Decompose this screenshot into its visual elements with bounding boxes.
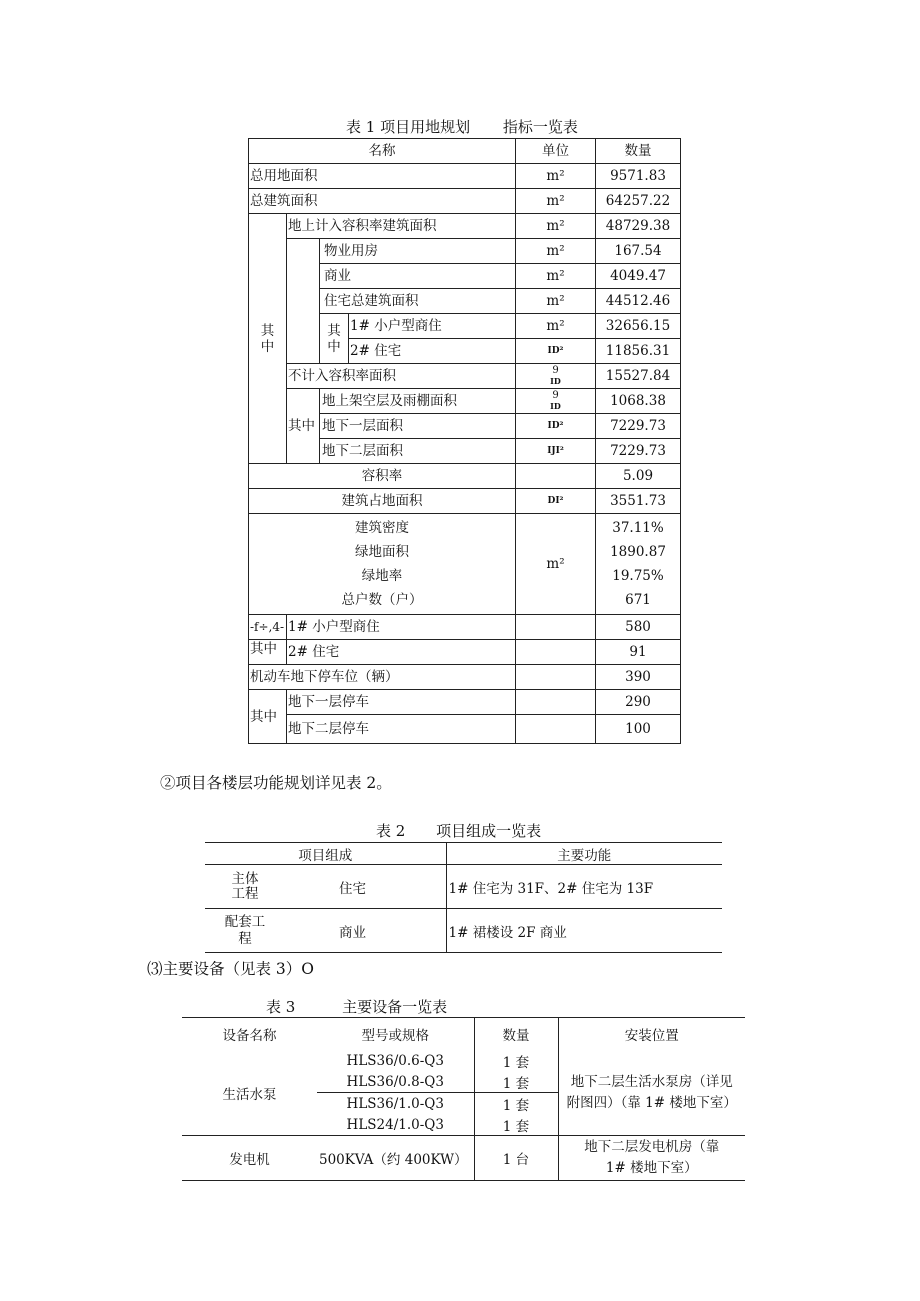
unit-part: 9 [552,390,559,401]
row-unit: m² [516,264,596,289]
row-name: 地下二层停车 [287,715,516,744]
row-qty: 100 [596,715,681,744]
row-name: 2# 住宅 [349,339,516,364]
row-unit [516,640,596,665]
unit-part: 9 [552,365,559,376]
row-name: 地上计入容积率建筑面积 [287,214,516,239]
header-composition: 项目组成 [205,843,446,865]
row-qty: 37.11% [612,520,664,536]
table-row [249,139,681,164]
row-name: 地下二层面积 [320,439,516,464]
group-char: 其 [327,322,341,339]
row-qty: 19.75% [612,568,664,584]
row-qty: 7229.73 [596,439,681,464]
header-unit: 单位 [516,139,596,164]
row-name: 总户数（户） [341,592,423,608]
row-unit: ID² [516,339,596,364]
row-unit: m² [516,239,596,264]
row-name: 总用地面积 [249,164,516,189]
qty-cell: 1 台 [474,1136,558,1181]
location-line: 地下二层发电机房（靠 [584,1139,720,1155]
table3-caption-part-b: 主要设备一览表 [342,998,448,1016]
category-text: 配套工 [224,913,266,930]
category-text: 主体 [231,870,259,887]
group-label-households-b: 其中 [249,640,287,665]
row-unit [516,464,596,489]
row-unit: IJI² [516,439,596,464]
table-row [182,1050,745,1071]
table-row [249,189,681,214]
location-cell [558,1050,745,1136]
table-row [249,489,681,514]
row-unit: DI² [516,489,596,514]
table-row [182,1136,745,1181]
table-row [249,615,681,640]
row-qty: 290 [596,690,681,715]
row-name: 地上架空层及雨棚面积 [320,389,516,414]
row-unit: m² [516,164,596,189]
row-name: 商业 [320,264,516,289]
table-row [249,239,681,264]
table-row [249,389,681,414]
table-row [249,514,681,615]
location-cell [558,1136,745,1181]
row-qty: 9571.83 [596,164,681,189]
table1-caption-part-b: 指标一览表 [502,118,578,136]
row-name: 绿地面积 [355,544,409,560]
row-name: 地下一层停车 [287,690,516,715]
paragraph-table2-ref: ②项目各楼层功能规划详见表 2。 [160,774,392,792]
equipment-name: 发电机 [182,1136,317,1181]
row-name: 1# 小户型商住 [287,615,516,640]
row-qty: 4049.47 [596,264,681,289]
table-row [205,843,722,865]
row-name: 物业用房 [320,239,516,264]
row-unit: m² [516,189,596,214]
function-cell: 1# 裙楼设 2F 商业 [446,909,722,953]
table-row [249,164,681,189]
header-model: 型号或规格 [317,1018,474,1051]
row-unit [516,715,596,744]
item-cell: 商业 [285,909,446,953]
table3-caption-part-a: 表 3 [266,998,296,1016]
table-row [249,715,681,744]
group-label-main [249,214,287,464]
row-qty: 1068.38 [596,389,681,414]
unit-part: ID [550,376,561,386]
main-equipment-table [182,1017,745,1181]
row-name: 容积率 [249,464,516,489]
location-line: 地下二层生活水泵房（详见 [570,1073,733,1090]
table-row [205,909,722,953]
location-line: 附图四）（靠 1# 楼地下室） [566,1094,737,1111]
row-qty: 671 [625,592,651,608]
category-text: 工程 [231,885,259,902]
merged-metrics-names [249,514,516,615]
category-text: 程 [238,930,252,947]
row-name: 不计入容积率面积 [287,364,516,389]
row-qty: 7229.73 [596,414,681,439]
row-name: 建筑占地面积 [249,489,516,514]
equipment-name: 生活水泵 [222,1086,277,1103]
row-unit [516,615,596,640]
qty-cell: 1 套 [474,1093,558,1115]
table-row [249,364,681,389]
row-qty: 32656.15 [596,314,681,339]
row-name: 1# 小户型商住 [349,314,516,339]
category-cell [205,909,285,953]
row-name: 住宅总建筑面积 [320,289,516,314]
table2-caption [376,820,541,841]
model-cell: 500KVA（约 400KW） [317,1136,474,1181]
row-name: 建筑密度 [355,520,409,536]
model-cell: HLS24/1.0-Q3 [317,1114,474,1136]
category-cell [205,865,285,909]
row-unit [516,364,596,389]
row-qty: 48729.38 [596,214,681,239]
row-qty: 15527.84 [596,364,681,389]
item-cell: 住宅 [285,865,446,909]
qty-cell: 1 套 [474,1114,558,1136]
model-cell: HLS36/1.0-Q3 [317,1093,474,1115]
header-qty: 数量 [596,139,681,164]
row-unit: m² [516,314,596,339]
header-location: 安装位置 [558,1018,745,1051]
group-label-parking: 其中 [249,690,287,744]
row-qty: 44512.46 [596,289,681,314]
header-name: 设备名称 [182,1018,317,1051]
table-row [249,640,681,665]
qty-cell: 1 套 [474,1050,558,1071]
row-unit: m² [516,289,596,314]
group-char: 其 [260,322,275,339]
group-char: 中 [327,338,341,355]
row-qty: 3551.73 [596,489,681,514]
land-use-indicator-table [248,138,681,744]
row-name: 2# 住宅 [287,640,516,665]
row-unit [516,389,596,414]
row-qty: 64257.22 [596,189,681,214]
row-name: 地下一层面积 [320,414,516,439]
table-row [182,1018,745,1051]
row-unit [516,665,596,690]
indent-cell [287,239,320,364]
group-label-non-far: 其中 [287,389,320,464]
merged-metrics-values [596,514,681,615]
model-cell: HLS36/0.8-Q3 [317,1071,474,1093]
table-row [205,865,722,909]
paragraph-table3-ref: ⑶主要设备（见表 3）O [147,960,314,978]
table-row [249,464,681,489]
qty-cell: 1 套 [474,1071,558,1093]
header-function: 主要功能 [446,843,722,865]
row-qty: 91 [596,640,681,665]
row-qty: 5.09 [596,464,681,489]
row-qty: 390 [596,665,681,690]
header-qty: 数量 [474,1018,558,1051]
row-qty: 11856.31 [596,339,681,364]
function-cell: 1# 住宅为 31F、2# 住宅为 13F [446,865,722,909]
row-name: 机动车地下停车位（辆） [249,665,516,690]
row-unit: ID² [516,414,596,439]
group-char: 中 [260,338,275,355]
row-unit [516,690,596,715]
merged-unit: m² [516,514,596,615]
table-row [249,214,681,239]
header-name: 名称 [249,139,516,164]
group-label-sub [320,314,349,364]
row-qty: 1890.87 [610,544,666,560]
row-qty: 167.54 [596,239,681,264]
table2-caption-part-a: 表 2 [376,822,406,840]
model-cell: HLS36/0.6-Q3 [317,1050,474,1071]
location-line: 1# 楼地下室） [605,1160,698,1176]
table1-caption-part-a: 表 1 项目用地规划 [346,118,471,136]
table-row [249,690,681,715]
row-qty: 580 [596,615,681,640]
row-name: 总建筑面积 [249,189,516,214]
group-label-households-a: -f÷,4- [249,615,287,640]
table1-caption [346,116,578,137]
table3-caption [266,996,447,1017]
table2-caption-part-b: 项目组成一览表 [436,822,542,840]
row-name: 绿地率 [361,568,403,584]
unit-part: ID [550,401,561,411]
project-composition-table [205,842,722,953]
table-row [249,665,681,690]
row-unit: m² [516,214,596,239]
